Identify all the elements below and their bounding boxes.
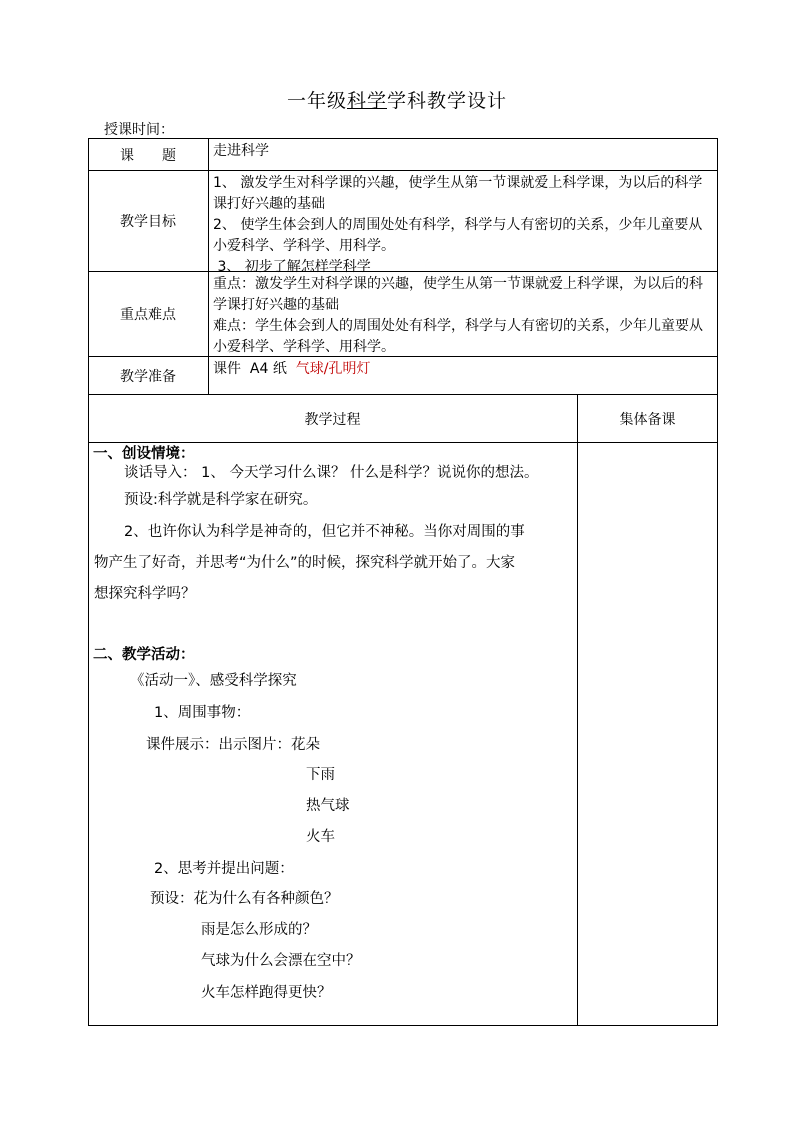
teaching-time-label: 授课时间： <box>104 122 174 138</box>
process-line: 热气球 <box>306 798 350 814</box>
lesson-table <box>88 138 718 1026</box>
objective-item: 3、 初步了解怎样学科学 <box>213 259 371 275</box>
process-line: 雨是怎么形成的？ <box>201 922 317 938</box>
process-line: 《活动一》、感受科学探究 <box>130 673 297 689</box>
process-line: 物产生了好奇，并思考“为什么”的时候，探究科学就开始了。大家 <box>94 555 516 571</box>
process-line: 气球为什么会漂在空中？ <box>201 953 361 969</box>
topic-value: 走进科学 <box>213 143 269 159</box>
process-line: 谈话导入： 1、 今天学习什么课？ 什么是科学？说说你的想法。 <box>124 465 539 481</box>
objective-item: 2、 使学生体会到人的周围处处有科学，科学与人有密切的关系，少年儿童要从小爱科学、学科学、用科学。 <box>213 217 703 254</box>
title-subject: 科学 <box>346 90 387 112</box>
process-line: 2、也许你认为科学是神奇的，但它并不神秘。当你对周围的事 <box>124 524 525 540</box>
label-column-divider <box>208 138 209 395</box>
section-heading: 二、教学活动： <box>93 647 195 663</box>
keypoint-item: 难点：学生体会到人的周围处处有科学，科学与人有密切的关系，少年儿童要从小爱科学、学科学、用科学。 <box>213 318 703 355</box>
title-prefix: 一年级 <box>286 90 347 112</box>
process-line: 想探究科学吗？ <box>94 586 196 602</box>
keypoint-item: 重点：激发学生对科学课的兴趣，使学生从第一节课就爱上科学课，为以后的科学课打好兴趣的基础 <box>213 276 703 313</box>
topic-label: 课 题 <box>120 147 176 164</box>
objectives-content <box>213 173 712 278</box>
section-heading: 一、创设情境： <box>93 446 195 462</box>
title-suffix: 学科教学设计 <box>387 90 508 112</box>
prep-materials: 课件 A4 纸 <box>213 361 296 377</box>
objective-item: 1、 激发学生对科学课的兴趣，使学生从第一节课就爱上科学课，为以后的科学课打好兴趣的基础 <box>213 175 703 212</box>
process-line: 预设:科学就是科学家在研究。 <box>124 492 318 508</box>
keypoints-content <box>213 274 712 358</box>
objectives-label: 教学目标 <box>120 214 176 230</box>
process-line: 课件展示：出示图片：花朵 <box>146 737 320 753</box>
keypoints-label: 重点难点 <box>120 307 176 323</box>
process-line: 下雨 <box>306 767 335 783</box>
process-line: 1、周围事物： <box>154 705 251 721</box>
process-line: 火车 <box>306 829 335 845</box>
process-header: 教学过程 <box>304 411 361 428</box>
process-line: 2、思考并提出问题： <box>154 861 294 877</box>
process-line: 预设：花为什么有各种颜色？ <box>150 891 339 907</box>
table-border-bottom <box>88 1025 718 1026</box>
collective-header: 集体备课 <box>619 411 676 428</box>
prep-content <box>213 359 712 380</box>
table-border-right <box>717 138 718 1026</box>
page-title <box>0 86 794 113</box>
prep-label: 教学准备 <box>120 368 176 385</box>
process-line: 火车怎样跑得更快？ <box>201 985 332 1001</box>
prep-balloon: 气球/孔明灯 <box>295 361 371 377</box>
collective-column-divider <box>577 394 578 1026</box>
